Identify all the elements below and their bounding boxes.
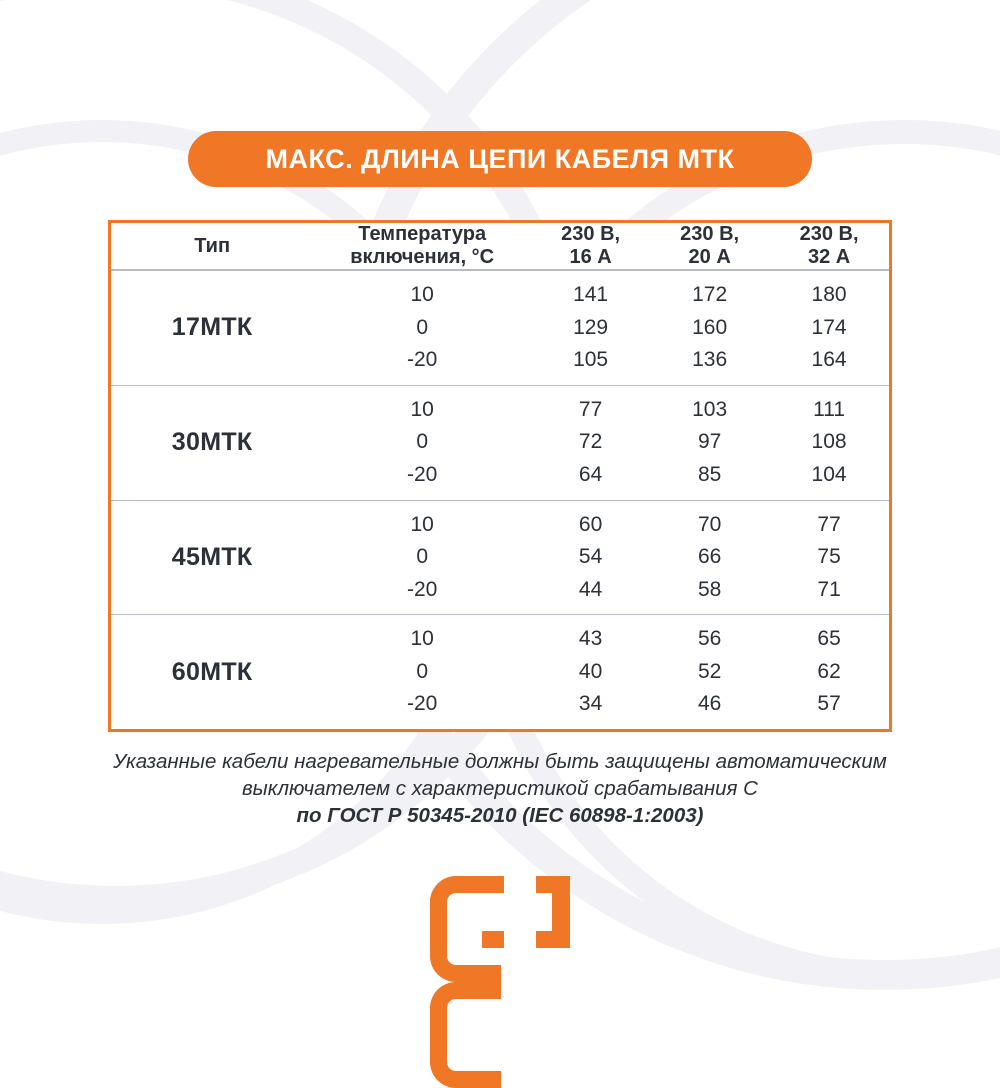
row-temperatures — [313, 385, 531, 500]
length-value: 111 — [813, 397, 846, 421]
header-type: Тип — [194, 234, 231, 257]
temp-value: 0 — [416, 545, 429, 569]
length-value: 62 — [817, 659, 841, 683]
length-value: 105 — [573, 348, 609, 372]
footnote-line-3: по ГОСТ Р 50345-2010 (IEC 60898-1:2003) — [296, 804, 704, 828]
length-value: 44 — [578, 577, 603, 601]
logo-c-second — [430, 982, 501, 1088]
temp-value: 10 — [410, 627, 434, 651]
row-230v-20a — [650, 615, 769, 729]
title-banner — [188, 131, 812, 187]
table-body — [111, 270, 889, 729]
length-value: 70 — [697, 512, 722, 536]
row-230v-20a — [650, 270, 769, 385]
footnote-line-1: Указанные кабели нагревательные должны быть защищены автоматическим — [113, 750, 887, 773]
table-head — [111, 223, 889, 270]
length-value: 164 — [811, 348, 847, 372]
length-value: 34 — [578, 692, 603, 716]
length-value: 66 — [697, 545, 722, 569]
temp-value: -20 — [407, 348, 438, 372]
header-230v-32a-line2: 32 А — [807, 246, 851, 268]
length-value: 136 — [692, 348, 728, 372]
row-type: 17МТК — [171, 313, 253, 342]
temp-value: 10 — [410, 512, 434, 536]
row-230v-16a — [531, 615, 650, 729]
row-230v-16a — [531, 500, 650, 615]
length-value: 160 — [692, 315, 728, 339]
length-value: 71 — [817, 577, 841, 601]
header-temperature-line2: включения, °C — [350, 246, 495, 268]
table-row — [111, 500, 889, 615]
header-230v-32a-line1: 230 В, — [799, 223, 859, 245]
page-title: МАКС. ДЛИНА ЦЕПИ КАБЕЛЯ МТК — [265, 143, 735, 174]
length-value: 141 — [573, 283, 609, 307]
row-type: 45МТК — [171, 542, 253, 571]
row-type: 60МТК — [171, 657, 253, 686]
footnote-line-2: выключателем с характеристикой срабатывания С — [241, 777, 758, 801]
length-value: 52 — [697, 659, 722, 683]
table-row — [111, 385, 889, 500]
length-value: 104 — [811, 462, 847, 486]
table — [111, 223, 889, 729]
logo-c-first-bottom — [482, 931, 504, 948]
header-230v-16a — [531, 223, 650, 270]
length-value: 180 — [811, 283, 847, 307]
row-230v-16a — [531, 270, 650, 385]
row-type: 30МТК — [171, 428, 253, 457]
length-value: 43 — [578, 627, 603, 651]
row-230v-20a — [650, 385, 769, 500]
row-temperatures — [313, 500, 531, 615]
length-value: 103 — [692, 397, 728, 421]
length-value: 54 — [578, 545, 603, 569]
table-header-row — [111, 223, 889, 270]
length-value: 97 — [697, 430, 722, 454]
length-value: 58 — [697, 577, 722, 601]
temp-value: -20 — [407, 462, 438, 486]
temp-value: 10 — [410, 397, 434, 421]
footnote — [0, 748, 1000, 829]
length-value: 46 — [697, 692, 722, 716]
temp-value: 0 — [416, 659, 429, 683]
length-value: 60 — [578, 512, 603, 536]
length-value: 75 — [817, 545, 841, 569]
length-value: 172 — [692, 283, 728, 307]
logo-tick — [430, 898, 443, 926]
row-230v-32a — [769, 385, 889, 500]
logo-right-stroke — [552, 876, 570, 948]
header-temperature-line1: Температура — [358, 223, 487, 245]
length-value: 57 — [817, 692, 841, 716]
length-value: 65 — [817, 627, 841, 651]
brand-logo — [0, 876, 1000, 948]
logo-c-first-top — [482, 876, 504, 893]
length-value: 77 — [578, 397, 603, 421]
length-value: 72 — [578, 430, 603, 454]
length-value: 40 — [578, 659, 603, 683]
row-230v-32a — [769, 270, 889, 385]
header-230v-16a-line1: 230 В, — [561, 223, 621, 245]
row-temperatures — [313, 270, 531, 385]
row-230v-32a — [769, 615, 889, 729]
header-230v-20a-line1: 230 В, — [680, 223, 740, 245]
row-230v-16a — [531, 385, 650, 500]
temp-value: -20 — [407, 692, 438, 716]
temp-value: 10 — [410, 283, 434, 307]
length-value: 64 — [578, 462, 603, 486]
temp-value: 0 — [416, 430, 429, 454]
length-value: 108 — [811, 430, 847, 454]
header-230v-32a — [769, 223, 889, 270]
length-value: 174 — [811, 315, 847, 339]
row-230v-20a — [650, 500, 769, 615]
header-230v-16a-line2: 16 А — [569, 246, 612, 268]
table-row — [111, 270, 889, 385]
temp-value: -20 — [407, 577, 438, 601]
length-value: 85 — [697, 462, 722, 486]
length-value: 77 — [817, 512, 841, 536]
length-value: 129 — [573, 315, 609, 339]
ssi-logo-icon — [430, 876, 570, 948]
temp-value: 0 — [416, 315, 429, 339]
row-temperatures — [313, 615, 531, 729]
header-temperature — [313, 223, 531, 270]
table-row — [111, 615, 889, 729]
header-230v-20a-line2: 20 А — [688, 246, 731, 268]
cable-length-table — [108, 220, 892, 732]
header-230v-20a — [650, 223, 769, 270]
row-230v-32a — [769, 500, 889, 615]
length-value: 56 — [697, 627, 722, 651]
